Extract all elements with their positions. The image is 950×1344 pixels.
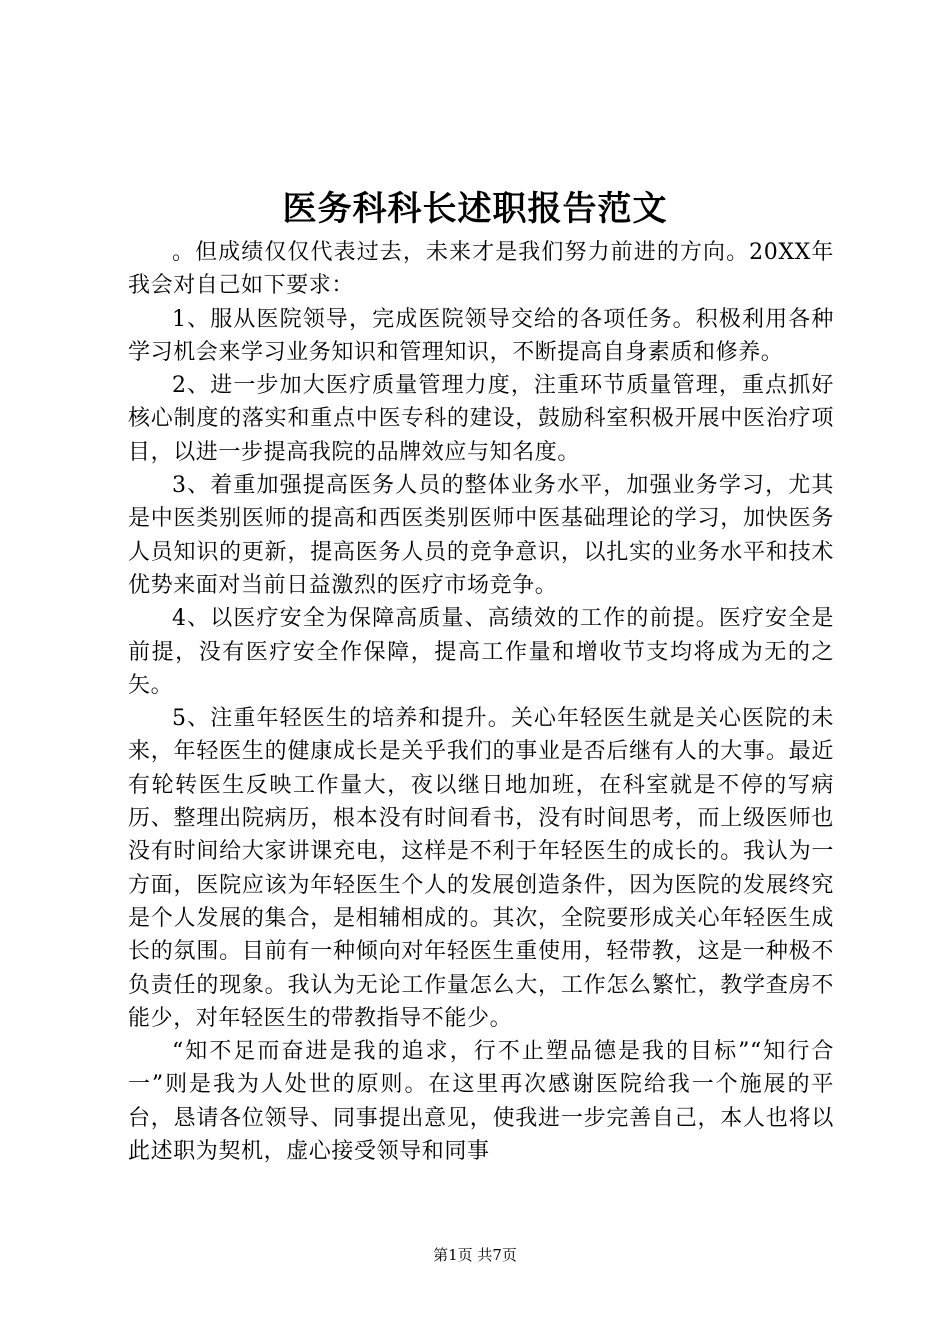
paragraph-closing: “知不足而奋进是我的追求，行不止塑品德是我的目标”“知行合一”则是我为人处世的原则。在这里再次感谢医院给我一个施展的平台，恳请各位领导、同事提出意见，使我进一步完善自己，本人也将以此述职为契机，虚心接受领导和同事 [128, 1039, 834, 1165]
paragraph-intro: 。但成绩仅仅代表过去，未来才是我们努力前进的方向。20XX年我会对自己如下要求： [128, 240, 834, 299]
document-body [128, 236, 834, 1168]
page-footer: 第1页 共7页 [433, 1246, 517, 1264]
document-title: 医务科科长述职报告范文 [282, 189, 668, 229]
paragraph-item-4: 4、以医疗安全为保障高质量、高绩效的工作的前提。医疗安全是前提，没有医疗安全作保障，提高工作量和增收节支均将成为无的之矢。 [128, 606, 834, 698]
paragraph-item-5: 5、注重年轻医生的培养和提升。关心年轻医生就是关心医院的未来，年轻医生的健康成长是关乎我们的事业是否后继有人的大事。最近有轮转医生反映工作量大，夜以继日地加班，在科室就是不停的写病历、整理出院病历，根本没有时间看书，没有时间思考，而上级医师也没有时间给大家讲课充电，这样是不利于年轻医生的成长的。我认为一方面，医院应该为年轻医生个人的发展创造条件，因为医院的发展终究是个人发展的集合，是相辅相成的。其次，全院要形成关心年轻医生成长的氛围。目前有一种倾向对年轻医生重使用，轻带教，这是一种极不负责任的现象。我认为无论工作量怎么大，工作怎么繁忙，教学查房不能少，对年轻医生的带教指导不能少。 [128, 706, 834, 1031]
paragraph-item-3: 3、着重加强提高医务人员的整体业务水平，加强业务学习，尤其是中医类别医师的提高和西医类别医师中医基础理论的学习，加快医务人员知识的更新，提高医务人员的竞争意识，以扎实的业务水平和技术优势来面对当前日益激烈的医疗市场竞争。 [128, 473, 834, 598]
paragraph-item-1: 1、服从医院领导，完成医院领导交给的各项任务。积极利用各种学习机会来学习业务知识和管理知识，不断提高自身素质和修养。 [128, 306, 834, 365]
paragraph-item-2: 2、进一步加大医疗质量管理力度，注重环节质量管理，重点抓好核心制度的落实和重点中医专科的建设，鼓励科室积极开展中医治疗项目，以进一步提高我院的品牌效应与知名度。 [128, 373, 834, 465]
